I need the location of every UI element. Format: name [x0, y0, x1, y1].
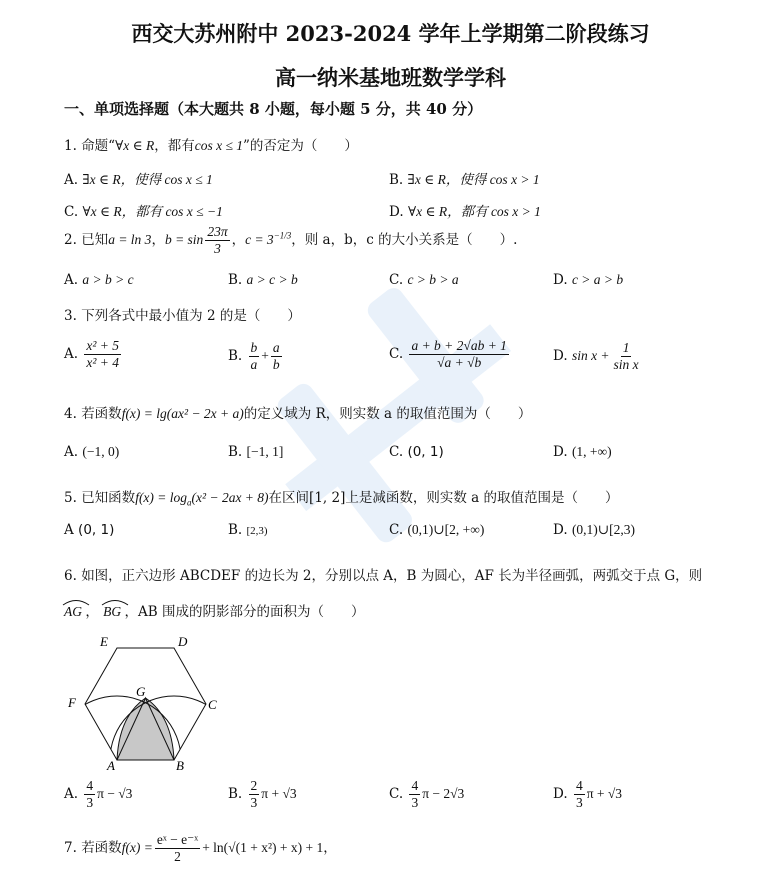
- q2-option-c: C. c > b > a: [389, 272, 459, 288]
- arc-bg: BG: [103, 604, 124, 619]
- q4-option-b: B. [−1, 1]: [228, 444, 284, 460]
- question-3: 3. 下列各式中最小值为 2 的是（ ）: [64, 308, 301, 324]
- vertex-label-d: D: [178, 634, 188, 649]
- q2-option-d: D. c > a > b: [553, 272, 624, 288]
- q3-option-c: C. $\frac{a + b + 2√ab + 1}{√a + √b}$: [389, 338, 507, 371]
- section-heading: 一、单项选择题（本大题共 8 小题，每小题 5 分，共 40 分）: [64, 100, 483, 118]
- q4-option-d: D. (1, +∞): [553, 444, 612, 460]
- vertex-label-a: A: [107, 758, 115, 772]
- q2-option-b: B. a > c > b: [228, 272, 298, 288]
- q1-option-c: C. ∀x ∈ R，都有 cos x ≤ −1: [64, 204, 223, 220]
- q6-option-d: D. $\frac{4}{3}$ π + √3: [553, 778, 623, 811]
- question-7: 7. 若函数f(x) = $\frac{\text{eˣ − e⁻ˣ}}{2}$ + ln(√(1 + x²) + x) + 1，: [64, 832, 337, 865]
- question-number: 6.: [64, 568, 77, 584]
- question-5: 5. 已知函数$f(x) = \log_a(x^2 - 2ax + 8)$在区间[1, 2]上是减函数，则实数 a 的取值范围是（ ）: [64, 490, 619, 508]
- q1-option-a: A. ∃x ∈ R，使得 cos x ≤ 1: [64, 172, 213, 188]
- vertex-label-b: B: [176, 758, 184, 772]
- question-number: 5.: [64, 490, 77, 506]
- title-line-1: 西交大苏州附中 2023-2024 学年上学期第二阶段练习: [131, 21, 650, 46]
- question-1: 1. 命题“∀x ∈ R，都有cos x ≤ 1”的否定为（ ）: [64, 138, 358, 154]
- q1-option-b: B. ∃x ∈ R，使得 cos x > 1: [389, 172, 540, 188]
- q5-option-d: D. (0,1)∪[2,3): [553, 522, 635, 538]
- q3-option-a: A. $\frac{\text{x² + 5}}{\text{x² + 4}}$: [64, 338, 119, 371]
- vertex-label-f: F: [68, 695, 76, 710]
- question-number: 2.: [64, 232, 77, 249]
- question-number: 1.: [64, 138, 77, 154]
- title-line-2: 高一纳米基地班数学学科: [275, 65, 506, 90]
- q6-option-a: A. $\frac{4}{3}$ π − √3: [64, 778, 133, 811]
- question-2: 2. 已知a = ln 3，b = sin $\frac{23\pi}{3}$ ，$c = 3^{-1/3}$，则 a，b，c 的大小关系是（ ）.: [64, 224, 518, 257]
- q3-option-b: B. $\frac{b}{a}$ + $\frac{a}{b}$: [228, 340, 280, 373]
- q3-option-d: D. sin x + $\frac{1}{\text{sin x}}$: [553, 340, 639, 373]
- arc-mark-icon: [101, 598, 129, 606]
- arc-ag: AG: [64, 604, 85, 619]
- question-4: 4. 若函数f(x) = lg(ax² − 2x + a)的定义域为 R，则实数 a 的取值范围为（ ）: [64, 406, 532, 422]
- q5-option-b: B. [2,3): [228, 522, 268, 538]
- arc-mark-icon: [62, 598, 90, 606]
- q4-option-c: C. (0, 1): [389, 444, 444, 460]
- question-6-line-2: AG ， BG ，AB 围成的阴影部分的面积为（ ）: [64, 600, 365, 620]
- question-6: 6. 如图，正六边形 ABCDEF 的边长为 2，分别以点 A，B 为圆心，AF 长为半径画弧，两弧交于点 G，则: [64, 568, 703, 584]
- vertex-label-e: E: [100, 634, 108, 649]
- question-number: 4.: [64, 406, 77, 422]
- q1-option-d: D. ∀x ∈ R，都有 cos x > 1: [389, 204, 541, 220]
- question-number: 7.: [64, 840, 77, 857]
- question-number: 3.: [64, 308, 77, 324]
- q4-option-a: A. (−1, 0): [64, 444, 120, 460]
- q6-option-c: C. $\frac{4}{3}$ π − 2√3: [389, 778, 465, 811]
- q6-option-b: B. $\frac{2}{3}$ π + √3: [228, 778, 297, 811]
- q5-option-c: C. (0,1)∪[2, +∞): [389, 522, 485, 538]
- hexagon-diagram: [62, 632, 232, 772]
- q2-option-a: A. a > b > c: [64, 272, 134, 288]
- vertex-label-c: C: [208, 697, 217, 712]
- q5-option-a: A (0, 1): [64, 522, 115, 538]
- shaded-region: [117, 698, 174, 760]
- vertex-label-g: G: [136, 684, 146, 699]
